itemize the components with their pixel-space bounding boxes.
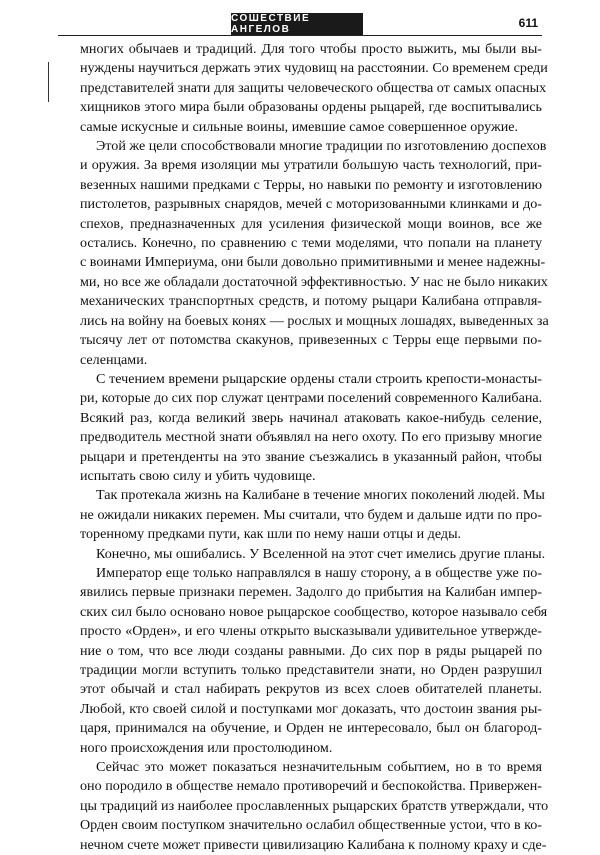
text-line: ми, но все же обладали достаточной эффективностью. У нас не было никаких <box>80 273 548 290</box>
page-number: 611 <box>518 16 538 30</box>
text-line: механических транспортных средств, и потому рыцари Калибана отправля- <box>80 293 542 310</box>
text-line: остались. Конечно, по сравнению с теми моделями, что попали на планету <box>80 235 542 252</box>
text-line: хищников этого мира были образованы ордены рыцарей, где воспитывались <box>80 99 542 116</box>
text-line: Так протекала жизнь на Калибане в течение многих поколений людей. Мы <box>96 487 545 504</box>
text-line: лись на войну на боевых конях — рослых и мощных лошадях, выведенных за <box>80 312 549 329</box>
text-line: явились первые признаки перемен. Задолго до прибытия на Калибан импер- <box>80 584 542 601</box>
text-line: этот обычай и стал набирать рекрутов из всех слоев обитателей планеты. <box>80 681 542 698</box>
text-line: цы традиций из наиболее прославленных рыцарских братств утверждали, что <box>80 797 549 814</box>
text-line: С течением времени рыцарские ордены стали строить крепости-монасты- <box>96 370 542 387</box>
text-line: и оружия. За время изоляции мы утратили большую часть технологий, при- <box>80 157 542 174</box>
text-line: нуждены научиться держать этих чудовищ на расстоянии. Со временем среди <box>80 60 548 77</box>
running-header <box>58 13 542 36</box>
text-line: многих обычаев и традиций. Для того чтобы просто выжить, мы были вы- <box>80 41 542 57</box>
text-line: не ожидали никаких перемен. Мы считали, что будем и дальше идти по про- <box>80 506 542 523</box>
text-line: пистолетов, разрывных снарядов, мечей с моторизованными клинками и до- <box>80 196 542 213</box>
text-line: ного происхождения или простолюдином. <box>80 739 333 756</box>
text-line: рыцари и претенденты на это звание съезжались в указанный район, чтобы <box>80 448 542 465</box>
text-line: традиции могли вступить только представители знати, но Орден разрушил <box>80 662 542 678</box>
text-line: предводитель местной знати объявлял на него охоту. По его призыву многие <box>80 429 542 446</box>
text-line: торенному предками пути, как шли по нему наши отцы и деды. <box>80 526 462 543</box>
text-line: Император еще только направлялся в нашу сторону, а в обществе уже по- <box>96 564 542 581</box>
text-line: Всякий раз, когда великий зверь начинал атаковать какое-нибудь селение, <box>80 409 542 426</box>
header-title: СОШЕСТВИЕ АНГЕЛОВ <box>231 13 363 35</box>
text-line: самые искусные и сильные воины, имевшие самое совершенное оружие. <box>80 118 519 135</box>
text-line: ние о том, что все люди созданы равными. До сих пор в ряды рыцарей по <box>80 642 542 659</box>
margin-mark <box>48 62 49 102</box>
text-line: ри, которые до сих пор служат центрами поселений современного Калибана. <box>80 390 543 407</box>
text-line: Сейчас это может показаться незначительным событием, но в то время <box>96 759 542 776</box>
text-line: с воинами Империума, они были довольно примитивными и менее надежны- <box>80 254 546 271</box>
text-line: ских сил было основано новое рыцарское сообщество, которое называло себя <box>80 603 548 620</box>
text-line: Любой, кто своей силой и поступками мог доказать, что достоин звания ры- <box>80 700 542 717</box>
text-line: испытать свою силу и убить чудовище. <box>80 467 316 484</box>
text-line: Конечно, мы ошибались. У Вселенной на этот счет имелись другие планы. <box>96 545 546 562</box>
text-line: селенцами. <box>80 351 148 368</box>
text-line: царя, принимался на обучение, и Орден не интересовало, был он благород- <box>80 720 542 737</box>
text-line: тысячу лет от потомства скакунов, привезенных с Терры еще первыми по- <box>80 332 542 349</box>
text-line: представителей знати для защиты человеческого общества от самых опасных <box>80 79 547 96</box>
text-line: нечном счете может привести цивилизацию Калибана к полному краху и сде- <box>80 836 547 853</box>
text-line: Орден своим поступком значительно ослабил общественные устои, что в ко- <box>80 817 542 834</box>
text-line: Этой же цели способствовали многие традиции по изготовлению доспехов <box>96 138 547 155</box>
body-text <box>80 40 549 855</box>
text-line: оно породило в обществе немало противоречий и беспокойства. Привержен- <box>80 778 542 795</box>
text-line: просто «Орден», и его члены открыто высказывали удивительное утвержде- <box>80 623 542 640</box>
text-line: спехов, предназначенных для усиления физической мощи воинов, все же <box>80 215 542 232</box>
text-line: везенных нашими предками с Терры, но навыки по ремонту и изготовлению <box>80 176 542 193</box>
